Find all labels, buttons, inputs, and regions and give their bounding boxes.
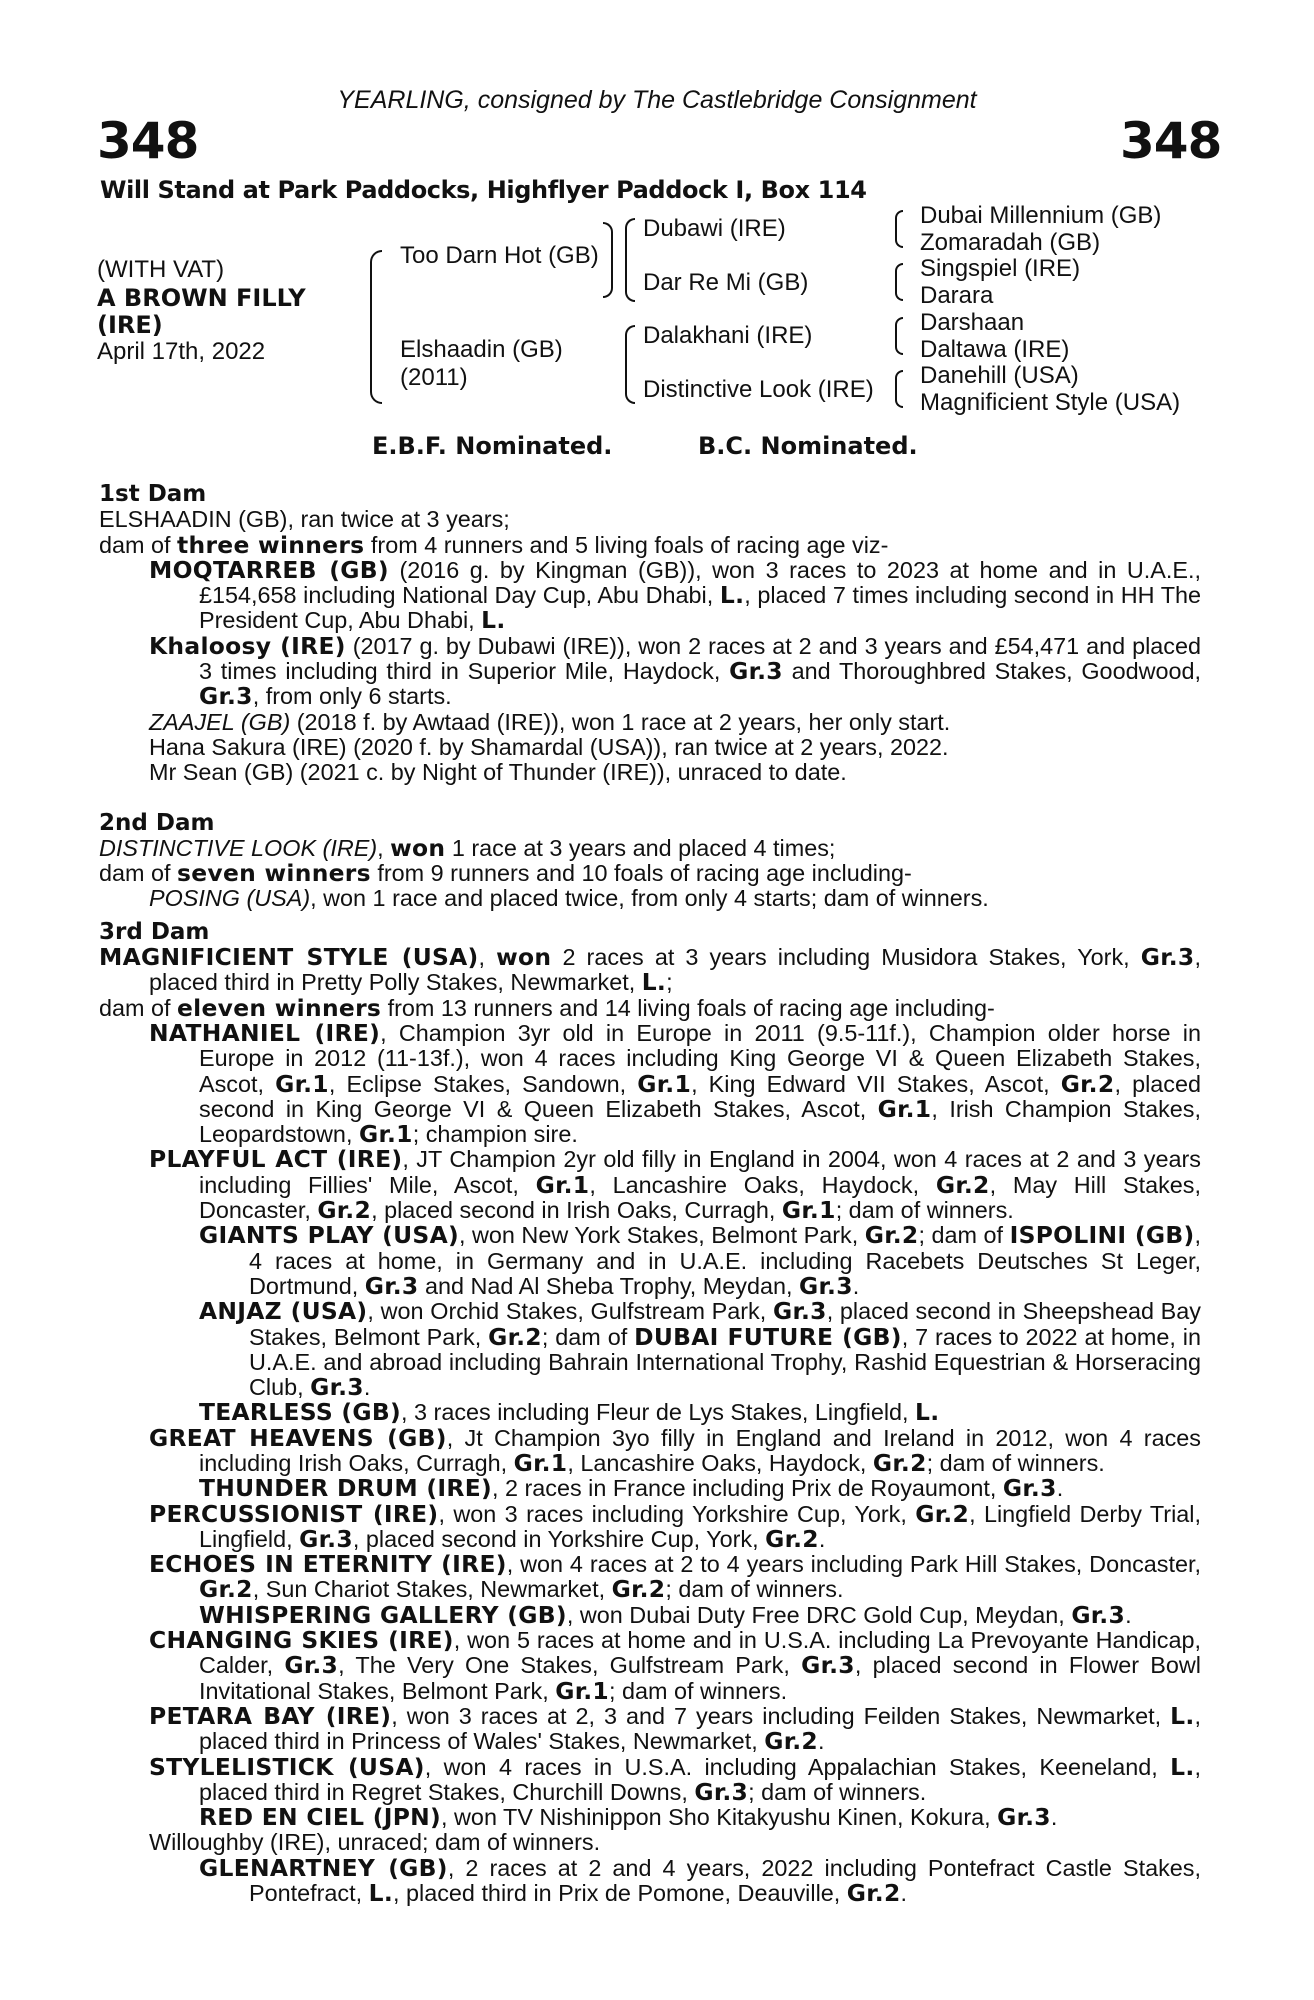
progeny-nathaniel: NATHANIEL (IRE), Champion 3yr old in Europe in 2011 (9.5-11f.), Champion older horse in Europe in 2012 (11-13f.), won 4 races including King George VI & Queen Elizabeth Stakes, Ascot, Gr.1, Eclipse Stakes, Sandown, Gr.1, King Edward VII Stakes, Ascot, Gr.2, placed second in King George VI & Queen Elizabeth Stakes, Ascot, Gr.1, Irish Champion Stakes, Leopardstown, Gr.1; champion sire. xyxy=(149,1018,1202,1149)
lot-number-left: 348 xyxy=(97,112,199,170)
ebf-nominated: E.B.F. Nominated. xyxy=(372,432,613,460)
progeny-glenartney: GLENARTNEY (GB), 2 races at 2 and 4 years, 2022 including Pontefract Castle Stakes, Pontefract, L., placed third in Prix de Pomone, Deauville, Gr.2. xyxy=(199,1853,1201,1908)
progeny-changing-skies: CHANGING SKIES (IRE), won 5 races at home and in U.S.A. including La Prevoyante Handicap, Calder, Gr.3, The Very One Stakes, Gulfstream Park, Gr.3, placed second in Flower Bowl Invitational Stakes, Belmont Park, Gr.1; dam of winners. xyxy=(149,1626,1201,1705)
sire-bracket-right xyxy=(603,222,613,298)
dam: Elshaadin (GB) xyxy=(400,336,563,363)
progeny-petara-bay: PETARA BAY (IRE), won 3 races at 2, 3 and 7 years including Feilden Stakes, Newmarket, L., placed third in Princess of Wales' Stakes, Newmarket, Gr.2. xyxy=(149,1701,1202,1756)
progeny-percussionist: PERCUSSIONIST (IRE), won 3 races including Yorkshire Cup, York, Gr.2, Lingfield Derby Trial, Lingfield, Gr.3, placed second in Yorkshire Cup, York, Gr.2. xyxy=(149,1499,1201,1553)
sire-dam: Dar Re Mi (GB) xyxy=(643,269,809,296)
progeny-mr-sean: Mr Sean (GB) (2021 c. by Night of Thunder (IRE)), unraced to date. xyxy=(149,759,847,786)
grandsire-g3: Singspiel (IRE) xyxy=(920,255,1081,282)
progeny-anjaz: ANJAZ (USA), won Orchid Stakes, Gulfstream Park, Gr.3, placed second in Sheepshead Bay Stakes, Belmont Park, Gr.2; dam of DUBAI FUTURE (GB), 7 races to 2022 at home, in U.A.E. and abroad including Bahrain International Trophy, Rashid Equestrian & Horseracing Club, Gr.3. xyxy=(199,1297,1201,1402)
third-dam-produce-line: dam of eleven winners from 13 runners and 14 living foals of racing age including- xyxy=(99,993,995,1022)
progeny-tearless: TEARLESS (GB), 3 races including Fleur de Lys Stakes, Lingfield, L. xyxy=(199,1398,940,1427)
dam-year: (2011) xyxy=(400,364,468,391)
progeny-willoughby: Willoughby (IRE), unraced; dam of winners. xyxy=(149,1829,601,1856)
dam-dam: Distinctive Look (IRE) xyxy=(643,376,874,403)
grandsire-g7: Danehill (USA) xyxy=(920,362,1079,389)
grandsire-g2: Zomaradah (GB) xyxy=(920,229,1101,256)
dam-sire: Dalakhani (IRE) xyxy=(643,322,813,349)
grandsire-g4: Darara xyxy=(920,282,994,309)
first-dam-intro: ELSHAADIN (GB), ran twice at 3 years; xyxy=(99,506,510,533)
horse-title-line2: (IRE) xyxy=(97,311,163,339)
sire-parents-bracket xyxy=(625,218,635,302)
stand-location: Will Stand at Park Paddocks, Highflyer Paddock I, Box 114 xyxy=(100,176,867,204)
g-bracket-2 xyxy=(895,263,903,301)
grandsire-g8: Magnificient Style (USA) xyxy=(920,389,1181,416)
grandsire-g6: Daltawa (IRE) xyxy=(920,336,1070,363)
lot-number-right: 348 xyxy=(1120,112,1222,170)
progeny-thunder-drum: THUNDER DRUM (IRE), 2 races in France including Prix de Royaumont, Gr.3. xyxy=(199,1474,1064,1503)
first-dam-produce-line: dam of three winners from 4 runners and 5 living foals of racing age viz- xyxy=(99,530,889,559)
second-dam-produce-line: dam of seven winners from 9 runners and 10 foals of racing age including- xyxy=(99,859,912,888)
progeny-giants-play: GIANTS PLAY (USA), won New York Stakes, Belmont Park, Gr.2; dam of ISPOLINI (GB), 4 races at home, in Germany and in U.A.E. including Racebets Deutsches St Leger, Dortmund, Gr.3 and Nad Al Sheba Trophy, Meydan, Gr.3. xyxy=(199,1221,1201,1300)
horse-title-line1: A BROWN FILLY xyxy=(97,284,306,312)
grandsire-g1: Dubai Millennium (GB) xyxy=(920,202,1162,229)
progeny-echoes-in-eternity: ECHOES IN ETERNITY (IRE), won 4 races at 2 to 4 years including Park Hill Stakes, Doncaster, Gr.2, Sun Chariot Stakes, Newmarket, Gr.2; dam of winners. xyxy=(149,1550,1201,1604)
progeny-moqtarreb: MOQTARREB (GB) (2016 g. by Kingman (GB)), won 3 races to 2023 at home and in U.A.E., £154,658 including National Day Cup, Abu Dhabi, L., placed 7 times including second in HH The President Cup, Abu Dhabi, L. xyxy=(149,555,1201,635)
third-dam-heading: 3rd Dam xyxy=(99,918,210,945)
progeny-whispering-gallery: WHISPERING GALLERY (GB), won Dubai Duty Free DRC Gold Cup, Meydan, Gr.3. xyxy=(199,1600,1132,1629)
progeny-posing: POSING (USA), won 1 race and placed twice, from only 4 starts; dam of winners. xyxy=(149,885,989,912)
g-bracket-4 xyxy=(895,370,903,408)
catalogue-body xyxy=(99,482,1201,1906)
grandsire-g5: Darshaan xyxy=(920,309,1025,336)
g-bracket-3 xyxy=(895,317,903,355)
second-dam-heading: 2nd Dam xyxy=(99,809,215,836)
sire: Too Darn Hot (GB) xyxy=(400,242,599,269)
vat-note: (WITH VAT) xyxy=(97,256,225,283)
progeny-red-en-ciel: RED EN CIEL (JPN), won TV Nishinippon Sho Kitakyushu Kinen, Kokura, Gr.3. xyxy=(199,1803,1058,1832)
dam-parents-bracket xyxy=(625,325,635,404)
pedigree-bracket-1 xyxy=(370,250,382,404)
consignment-line: YEARLING, consigned by The Castlebridge Consignment xyxy=(337,86,977,114)
first-dam-heading: 1st Dam xyxy=(99,481,207,507)
second-dam-intro: DISTINCTIVE LOOK (IRE), won 1 race at 3 years and placed 4 times; xyxy=(99,833,836,862)
progeny-great-heavens: GREAT HEAVENS (GB), Jt Champion 3yo filly in England and Ireland in 2012, won 4 races including Irish Oaks, Curragh, Gr.1, Lancashire Oaks, Haydock, Gr.2; dam of winners. xyxy=(149,1423,1201,1477)
g-bracket-1 xyxy=(895,210,903,248)
progeny-khaloosy: Khaloosy (IRE) (2017 g. by Dubawi (IRE)), won 2 races at 2 and 3 years and £54,471 and placed 3 times including third in Superior Mile, Haydock, Gr.3 and Thoroughbred Stakes, Goodwood, Gr.3, from only 6 starts. xyxy=(149,631,1202,711)
foaling-date: April 17th, 2022 xyxy=(97,338,266,365)
third-dam-intro: MAGNIFICIENT STYLE (USA), won 2 races at 3 years including Musidora Stakes, York, Gr.3, placed third in Pretty Polly Stakes, Newmarket, L.; xyxy=(99,943,1201,997)
progeny-playful-act: PLAYFUL ACT (IRE), JT Champion 2yr old filly in England in 2004, won 4 races at 2 and 3 years including Fillies' Mile, Ascot, Gr.1, Lancashire Oaks, Haydock, Gr.2, May Hill Stakes, Doncaster, Gr.2, placed second in Irish Oaks, Curragh, Gr.1; dam of winners. xyxy=(149,1145,1201,1225)
bc-nominated: B.C. Nominated. xyxy=(698,432,918,460)
progeny-stylelistick: STYLELISTICK (USA), won 4 races in U.S.A. including Appalachian Stakes, Keeneland, L., placed third in Regret Stakes, Churchill Downs, Gr.3; dam of winners. xyxy=(149,1752,1201,1806)
sire-sire: Dubawi (IRE) xyxy=(643,215,786,242)
progeny-hana-sakura: Hana Sakura (IRE) (2020 f. by Shamardal (USA)), ran twice at 2 years, 2022. xyxy=(149,733,949,760)
progeny-zaajel: ZAAJEL (GB) (2018 f. by Awtaad (IRE)), won 1 race at 2 years, her only start. xyxy=(149,708,951,735)
